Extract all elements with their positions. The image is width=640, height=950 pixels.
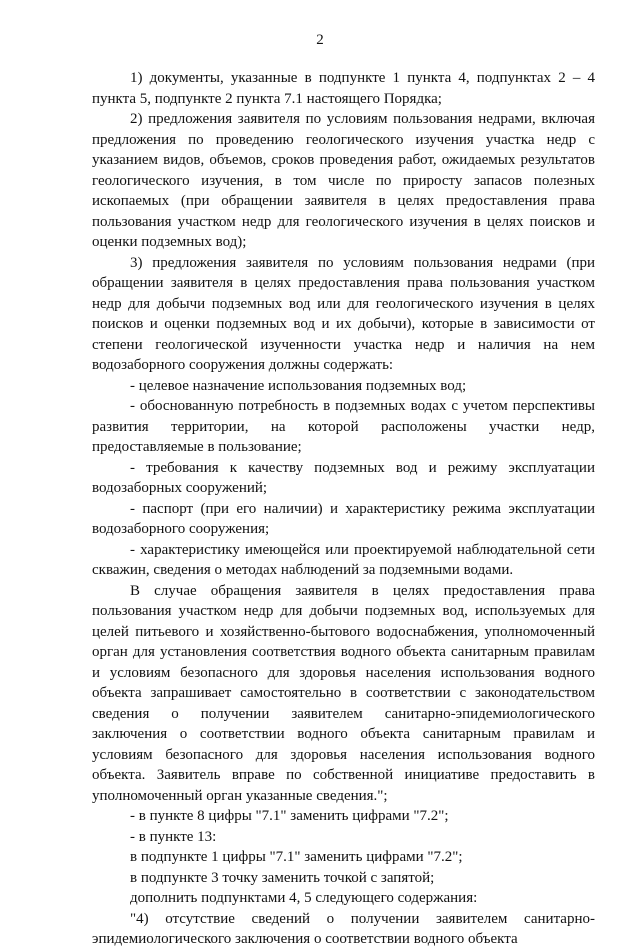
list-item-observation-network: - характеристику имеющейся или проектируемой наблюдательной сети скважин, сведения о методах наблюдений за подземными водами.: [92, 541, 595, 578]
paragraph-item-1-documents: 1) документы, указанные в подпункте 1 пункта 4, подпунктах 2 – 4 пункта 5, подпункте 2 пункта 7.1 настоящего Порядка;: [92, 70, 595, 107]
amendment-point-8: - в пункте 8 цифры "7.1" заменить цифрами "7.2";: [130, 808, 449, 824]
list-item-purpose: - целевое назначение использования подземных вод;: [130, 377, 467, 394]
amendment-point-13: - в пункте 13:: [130, 828, 217, 845]
amendment-subpoint-3: в подпункте 3 точку заменить точкой с запятой;: [130, 869, 435, 886]
paragraph-item-3-proposals: 3) предложения заявителя по условиям пользования недрами (при обращении заявителя в целях предоставления права пользования участком недр для добычи подземных вод или для геологического изучения в целях поисков и оценки подземных вод и их добычи), которые в зависимости от степени геологической изученности участка недр и наличия на нем водозаборного сооружения должны содержать:: [92, 254, 595, 373]
page-number: 2: [316, 32, 324, 48]
amendment-add-subpoints: дополнить подпунктами 4, 5 следующего содержания:: [130, 890, 478, 906]
paragraph-item-2-proposals: 2) предложения заявителя по условиям пользования недрами, включая предложения по проведению геологического изучения участка недр с указанием видов, объемов, сроков проведения работ, ожидаемых результатов геологического изучения, в том числе по приросту запасов полезных ископаемых (при обращении заявителя в целях предоставления права пользования участком недр для геологического изучения в целях поисков и оценки подземных вод);: [92, 111, 595, 250]
list-item-passport: - паспорт (при его наличии) и характеристику режима эксплуатации водозаборного сооружения;: [92, 500, 595, 537]
document-body: [92, 68, 595, 950]
list-item-quality: - требования к качеству подземных вод и режиму эксплуатации водозаборных сооружений;: [92, 459, 595, 496]
paragraph-drinking-water: В случае обращения заявителя в целях предоставления права пользования участком недр для добычи подземных вод, используемых для целей питьевого и хозяйственно-бытового водоснабжения, уполномоченный орган для установления соответствия водного объекта санитарным правилам и условиям безопасного для здоровья населения использования водного объекта запрашивает самостоятельно в соответствии с законодательством сведения о получении заявителем санитарно-эпидемиологического заключения о соответствии водного объекта санитарным правилам и условиям безопасного для здоровья населения использования водного объекта. Заявитель вправе по собственной инициативе предоставить в уполномоченный орган указанные сведения.";: [92, 582, 595, 804]
paragraph-subpoint-4: "4) отсутствие сведений о получении заявителем санитарно-эпидемиологического заключения о соответствии водного объекта: [92, 910, 595, 947]
list-item-need: - обоснованную потребность в подземных водах с учетом перспективы развития территории, на которой расположены участки недр, предоставляемые в пользование;: [92, 398, 595, 455]
amendment-subpoint-1: в подпункте 1 цифры "7.1" заменить цифрами "7.2";: [130, 849, 463, 865]
